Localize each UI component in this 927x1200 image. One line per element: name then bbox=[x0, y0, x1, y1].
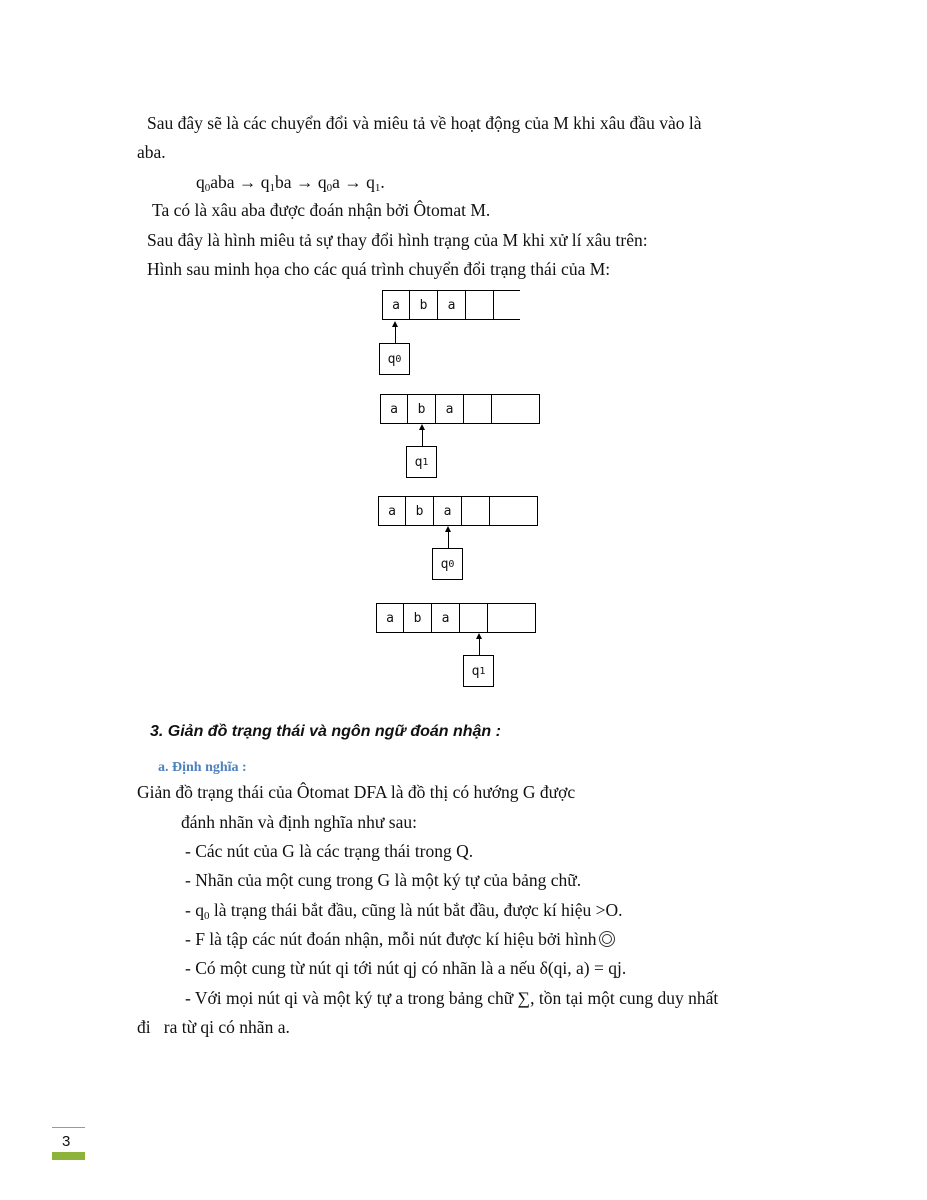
tape-cell bbox=[494, 290, 520, 320]
tape-cell: a bbox=[434, 496, 462, 526]
tape-cell: b bbox=[410, 290, 438, 320]
tape-cell: a bbox=[432, 603, 460, 633]
definition-paragraph-cont: đánh nhãn và định nghĩa như sau: bbox=[181, 812, 417, 832]
paragraph-config: Sau đây là hình miêu tả sự thay đổi hình trạng của M khi xử lí xâu trên: bbox=[147, 230, 648, 250]
footer-bar bbox=[52, 1152, 85, 1160]
subsection-heading: a. Định nghĩa : bbox=[158, 760, 247, 775]
state-box: q 1 bbox=[463, 655, 494, 687]
paragraph-intro-cont: aba. bbox=[137, 142, 166, 162]
tape-cell bbox=[488, 603, 536, 633]
tape-cell: a bbox=[436, 394, 464, 424]
tape-step-4 bbox=[376, 603, 536, 633]
tape-cell bbox=[460, 603, 488, 633]
list-item: - Có một cung từ nút qi tới nút qj có nhãn là a nếu δ(qi, a) = qj. bbox=[185, 958, 627, 978]
tape-cell: a bbox=[382, 290, 410, 320]
list-item: - Nhãn của một cung trong G là một ký tự của bảng chữ. bbox=[185, 870, 582, 890]
tape-cell: a bbox=[380, 394, 408, 424]
list-item: - Các nút của G là các trạng thái trong Q. bbox=[185, 841, 474, 861]
paragraph-figure-intro: Hình sau minh họa cho các quá trình chuyển đổi trạng thái của M: bbox=[147, 259, 611, 279]
tape-cell: b bbox=[406, 496, 434, 526]
list-item: - Với mọi nút qi và một ký tự a trong bảng chữ ∑, tồn tại một cung duy nhất bbox=[185, 988, 719, 1008]
state-box: q 0 bbox=[379, 343, 410, 375]
list-item: - $q_0$ là trạng thái bắt đầu, cũng là nút bắt đầu, được kí hiệu >O. bbox=[185, 900, 623, 922]
page-number: 3 bbox=[62, 1133, 71, 1150]
list-item: - F là tập các nút đoán nhận, mỗi nút được kí hiệu bởi hình bbox=[185, 928, 615, 950]
head-arrow-icon bbox=[479, 637, 480, 655]
tape-cell bbox=[492, 394, 540, 424]
tape-step-2 bbox=[380, 394, 540, 424]
tape-cell bbox=[490, 496, 538, 526]
section-heading: 3. Giản đồ trạng thái và ngôn ngữ đoán nhận : bbox=[150, 723, 501, 740]
tape-cell bbox=[462, 496, 490, 526]
head-arrow-icon bbox=[395, 325, 396, 343]
accept-state-icon bbox=[599, 931, 615, 947]
paragraph-intro: Sau đây sẽ là các chuyển đổi và miêu tả về hoạt động của M khi xâu đầu vào là bbox=[147, 113, 702, 133]
state-box: q 1 bbox=[406, 446, 437, 478]
state-box: q 0 bbox=[432, 548, 463, 580]
paragraph-accepted: Ta có là xâu aba được đoán nhận bởi Ôtomat M. bbox=[152, 200, 491, 220]
transition-sequence: $q_0aba \to q_1ba \to q_0a \to q_1$. bbox=[196, 172, 385, 194]
footer-rule bbox=[52, 1127, 85, 1128]
tape-cell: b bbox=[404, 603, 432, 633]
tape-cell: b bbox=[408, 394, 436, 424]
tape-cell: a bbox=[378, 496, 406, 526]
tape-cell bbox=[466, 290, 494, 320]
list-item-cont: đi ra từ qi có nhãn a. bbox=[137, 1017, 290, 1037]
tape-step-1 bbox=[382, 290, 520, 320]
head-arrow-icon bbox=[422, 428, 423, 446]
tape-step-3 bbox=[378, 496, 538, 526]
tape-cell bbox=[464, 394, 492, 424]
definition-paragraph: Giản đồ trạng thái của Ôtomat DFA là đồ thị có hướng G được bbox=[137, 782, 576, 802]
tape-cell: a bbox=[376, 603, 404, 633]
tape-cell: a bbox=[438, 290, 466, 320]
head-arrow-icon bbox=[448, 530, 449, 548]
